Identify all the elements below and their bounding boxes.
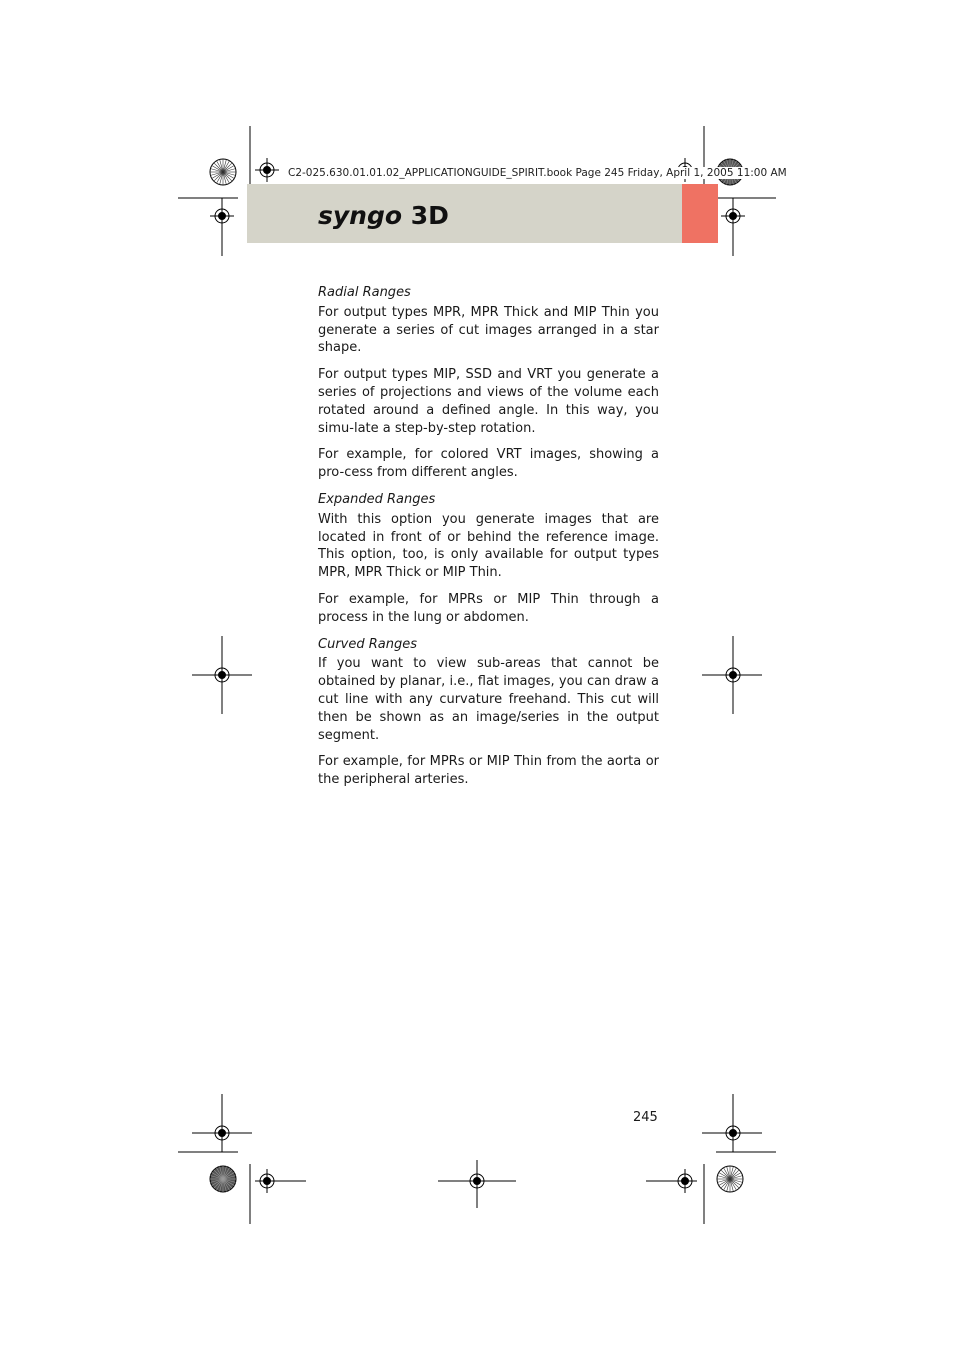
registration-target-icon xyxy=(255,158,279,182)
paragraph: For example, for MPRs or MIP Thin through a process in the lung or abdomen. xyxy=(318,591,659,625)
body-text xyxy=(318,284,659,798)
registration-target-icon xyxy=(465,1169,489,1193)
paragraph: For output types MPR, MPR Thick and MIP Thin you generate a series of cut images arranged in a star shape. xyxy=(318,304,659,356)
section-heading-expanded: Expanded Ranges xyxy=(318,491,436,507)
registration-target-icon xyxy=(210,1121,234,1145)
paragraph: If you want to view sub-areas that cannot be obtained by planar, i.e., flat images, you can draw a cut line with any curvature freehand. This cut will then be shown as an image/series in the output segment. xyxy=(318,656,659,743)
registration-target-icon xyxy=(721,204,745,228)
page-title xyxy=(318,201,449,230)
header-color-tab xyxy=(682,184,718,243)
registration-starburst-icon xyxy=(210,1166,236,1192)
brand-name: syngo xyxy=(318,201,403,230)
paragraph: With this option you generate images that are located in front of or behind the reference image. This option, too, is only available for output types MPR, MPR Thick or MIP Thin. xyxy=(318,511,659,581)
registration-target-icon xyxy=(721,663,745,687)
paragraph: For example, for colored VRT images, showing a pro-cess from different angles. xyxy=(318,447,659,481)
registration-target-icon xyxy=(210,204,234,228)
section-heading-curved: Curved Ranges xyxy=(318,636,417,652)
print-slug: C2-025.630.01.01.02_APPLICATIONGUIDE_SPIRIT.book Page 245 Friday, April 1, 2005 11:00 AM xyxy=(288,167,787,179)
paragraph: For example, for MPRs or MIP Thin from the aorta or the peripheral arteries. xyxy=(318,754,659,788)
title-suffix: 3D xyxy=(402,201,449,230)
registration-target-icon xyxy=(673,1169,697,1193)
section-heading-radial: Radial Ranges xyxy=(318,285,411,300)
registration-target-icon xyxy=(210,663,234,687)
paragraph: For output types MIP, SSD and VRT you generate a series of projections and views of the volume each rotated around a defined angle. In this way, you simu-late a step-by-step rotation. xyxy=(318,367,659,436)
registration-target-icon xyxy=(721,1121,745,1145)
registration-target-icon xyxy=(255,1169,279,1193)
header-band xyxy=(247,184,682,243)
registration-starburst-icon xyxy=(210,159,236,185)
registration-starburst-icon xyxy=(717,1166,743,1192)
page-number: 245 xyxy=(633,1110,658,1125)
